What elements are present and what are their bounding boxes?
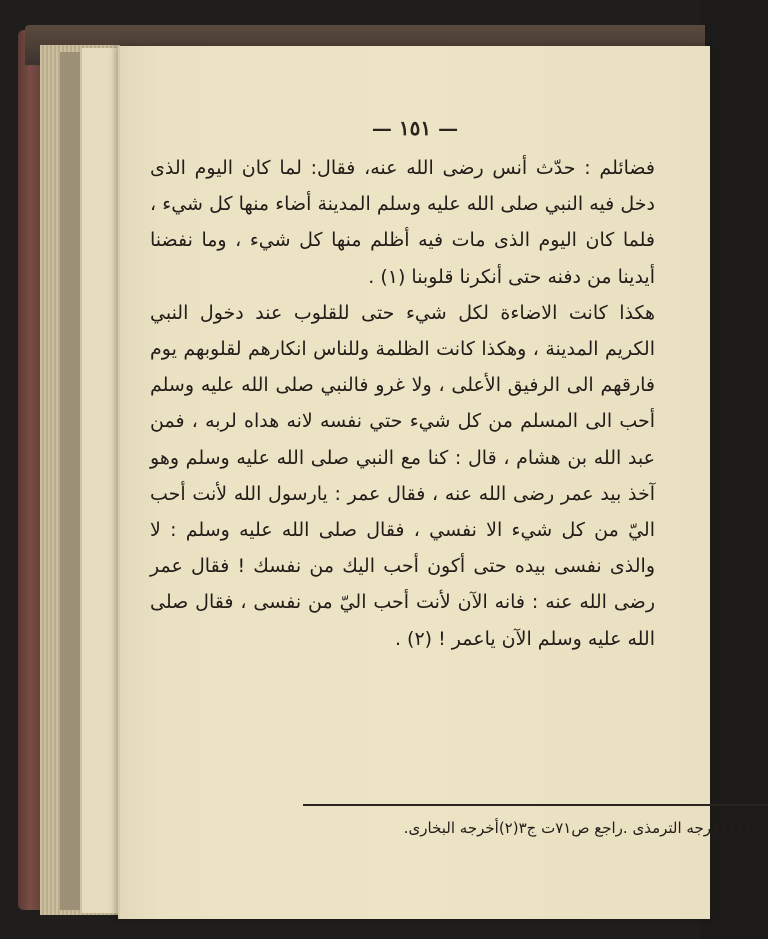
footnote: (١) أخرجه الترمذى .راجع ص٧١ت ج٣(٢)أخرجه البخارى.: [403, 819, 750, 837]
page-number: — ١٥١ —: [371, 116, 459, 140]
footnote-rule: [303, 804, 768, 806]
book-page: [118, 46, 750, 919]
paragraph-2: هكذا كانت الاضاءة لكل شيء حتى للقلوب عند دخول النبي الكريم المدينة ، وهكذا كانت الظلمة وللناس انكارهم لقلوبهم يوم فارقهم الى الرفيق الأعلى ، ولا غرو فالنبي صلى الله عليه وسلم أحب الى المسلم من كل شيء حتي نفسه لانه هداه لربه ، فمن عبد الله بن هشام ، قال : كنا مع النبي صلى الله عليه وسلم وهو آخذ بيد عمر رضى الله عنه ، فقال عمر : يارسول الله لأنت أحب اليّ من كل شيء الا نفسي ، فقال صلى الله عليه وسلم : لا والذى نفسى بيده حتى أكون أحب اليك من نفسك ! فقال عمر رضى الله عنه : فانه الآن لأنت أحب اليّ من نفسى ، فقال صلى الله عليه وسلم الآن ياعمر ! (٢) .: [150, 301, 655, 650]
paragraph-1: فضائلم : حدّث أنس رضى الله عنه، فقال: لما كان اليوم الذى دخل فيه النبي صلى الله عليه وسلم المدينة أضاء منها كل شيء ، فلما كان اليوم الذى مات فيه أظلم منها كل شيء ، وما نفضنا أيدينا من دفنه حتى أنكرنا قلوبنا (١) .: [150, 157, 655, 288]
body-text: [150, 150, 655, 657]
